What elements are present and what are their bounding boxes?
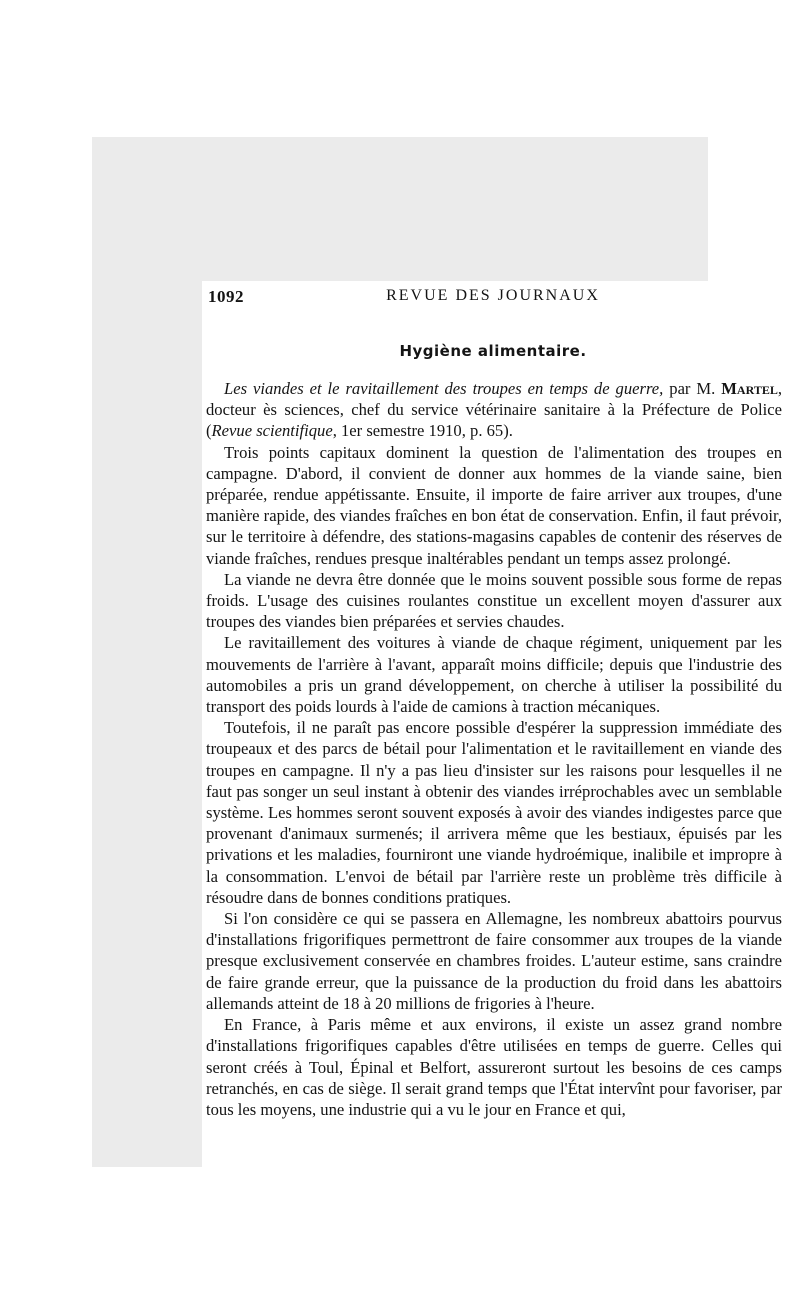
citation-reference: , 1er semestre 1910, p. 65). — [332, 421, 513, 441]
paragraph: Trois points capitaux dominent la question de l'alimentation des troupes en campagne. D'abord, il convient de donner aux hommes de la viande saine, bien préparée, rendue appétissante. Ensuite, il importe de faire arriver aux troupes, d'une manière rapide, des viandes fraîches en bon état de conservation. Enfin, il faut prévoir, sur le territoire à défendre, des stations-magasins capables de contenir des réserves de viande fraîches, rendues presque inaltérables pendant un temps assez prolongé. — [206, 442, 782, 568]
paragraph: Si l'on considère ce qui se passera en Allemagne, les nombreux abattoirs pourvus d'installations frigorifiques permettront de faire consommer aux troupes de la viande presque exclusivement conservée en chambres froides. L'auteur estime, sans craindre de faire grande erreur, que la puissance de la production du froid dans les abattoirs allemands atteint de 18 à 20 millions de frigories à l'heure. — [206, 909, 782, 1013]
scanned-page-frame — [92, 137, 783, 1167]
article-body — [206, 378, 782, 1120]
citation-journal: Revue scientifique — [211, 421, 333, 441]
document-page — [202, 281, 784, 1293]
paragraph: Toutefois, il ne paraît pas encore possible d'espérer la suppression immédiate des troupeaux et des parcs de bétail pour l'alimentation et le ravitaillement en viande des troupes en campagne. Il n'y a pas lieu d'insister sur les raisons pour lesquelles il ne faut pas songer un seul instant à obtenir des viandes irréprochables avec un semblable système. Les hommes seront souvent exposés à avoir des viandes indigestes parce que provenant d'animaux surmenés; il arrivera même que les bestiaux, épuisés par les privations et les maladies, fourniront une viande hydroémique, inalibile et impropre à la consommation. L'envoi de bétail par l'arrière reste un problème très difficile à résoudre dans de bonnes conditions pratiques. — [206, 718, 782, 907]
citation-affiliation: , docteur ès sciences, chef du service vétérinaire sanitaire à la Préfecture de Police ( — [206, 379, 783, 441]
citation-by: par M. — [663, 379, 722, 398]
citation-title: Les viandes et le ravitaillement des troupes en temps de guerre, — [224, 379, 664, 398]
citation-paragraph — [206, 378, 782, 442]
paragraph: Le ravitaillement des voitures à viande de chaque régiment, uniquement par les mouvements de l'arrière à l'avant, apparaît moins difficile; depuis que l'industrie des automobiles a pris un grand développement, on cherche à utiliser la possibilité du transport des poids lourds à l'aide de camions à traction mécaniques. — [206, 633, 782, 717]
page-header — [202, 281, 784, 315]
page-number: 1092 — [208, 287, 244, 306]
citation-author: Martel — [721, 379, 778, 398]
running-title: REVUE DES JOURNAUX — [386, 287, 600, 304]
paragraph: La viande ne devra être donnée que le moins souvent possible sous forme de repas froids. L'usage des cuisines roulantes constitue un excellent moyen d'assurer aux troupes des viandes bien préparées et servies chaudes. — [206, 569, 782, 632]
section-title: Hygiène alimentaire. — [399, 342, 587, 360]
paragraph: En France, à Paris même et aux environs, il existe un assez grand nombre d'installations frigorifiques capables d'être utilisées en temps de guerre. Celles qui seront créés à Toul, Épinal et Belfort, assureront surtout les besoins de ces camps retranchés, en cas de siège. Il serait grand temps que l'État intervînt pour favoriser, par tous les moyens, une industrie qui a vu le jour en France et qui, — [206, 1015, 782, 1119]
